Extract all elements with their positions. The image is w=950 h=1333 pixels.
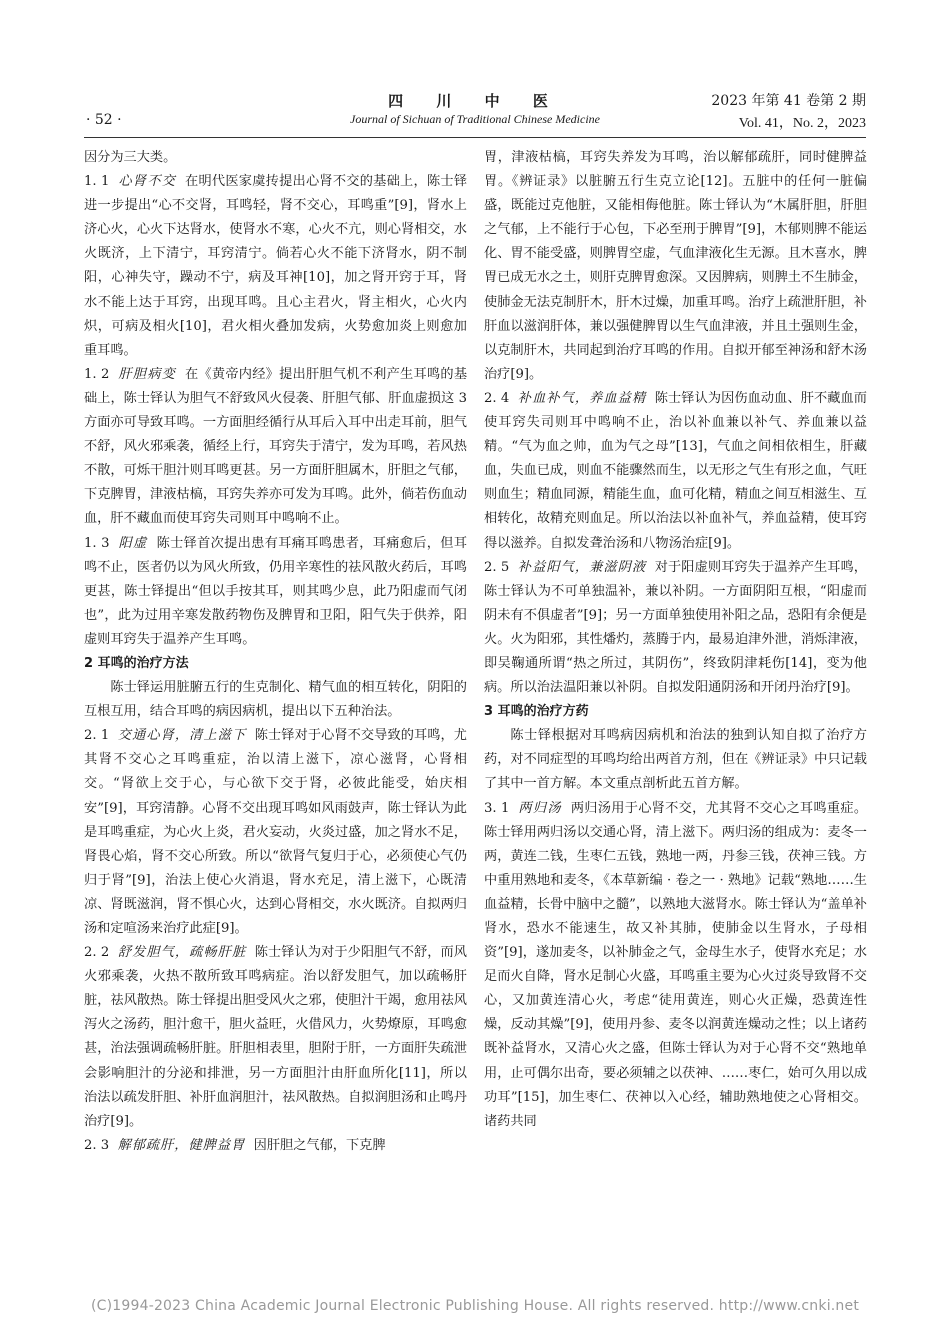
section-2-3	[84, 1134, 467, 1158]
section-title: 解郁疏肝，健脾益胃	[117, 1137, 246, 1153]
section-1-3	[84, 532, 467, 652]
heading-3: 3 耳鸣的治疗方药	[484, 704, 589, 720]
section-3-1	[484, 797, 867, 1134]
section-number: 2. 4	[484, 390, 510, 406]
section-2-1	[84, 724, 467, 941]
section-body: 陈士铎首次提出患有耳痛耳鸣患者，耳痛愈后，但耳鸣不止，医者仍以为风火所致，仍用辛寒性的祛风散火药后，耳鸣更甚，陈士铎提出“但以手按其耳，则其鸣少息，此乃阳虚而气闭也”，此为过用辛寒发散药物伤及脾胃和卫阳，阳气失于供养，阳虚则耳窍失于温养产生耳鸣。	[84, 535, 467, 647]
section-1-1	[84, 170, 467, 363]
section-1-2	[84, 363, 467, 532]
heading-2: 2 耳鸣的治疗方法	[84, 655, 189, 671]
left-column	[84, 146, 467, 1266]
section-title: 肝胆病变	[118, 366, 177, 382]
section-number: 3. 1	[484, 800, 510, 816]
issue-info: 2023 年第 41 卷第 2 期	[711, 93, 866, 109]
section-title: 两归汤	[518, 800, 562, 816]
section-2-5	[484, 556, 867, 701]
section-title: 阳虚	[118, 535, 148, 551]
section-number: 2. 3	[84, 1137, 110, 1153]
page-number: · 52 ·	[86, 112, 122, 128]
section-number: 2. 5	[484, 559, 510, 575]
header-rule	[84, 137, 866, 138]
section-number: 1. 2	[84, 366, 110, 382]
section-title: 交通心肾，清上滋下	[117, 728, 247, 744]
volume-info: Vol. 41，No. 2，2023	[738, 116, 866, 131]
section-number: 2. 2	[84, 945, 110, 961]
section-body: 陈士铎认为因伤血动血、肝不藏血而使耳窍失司则耳中鸣响不止，治以补血兼以补气、养血兼以益精。“气为血之帅，血为气之母”[13]，气血之间相依相生，肝藏血，失血已成，则血不能骤然而生，以无形之气生有形之血，气旺则血生；精血同源，精能生血，血可化精，精血之间互相滋生、互相转化，故精充则血足。所以治法以补血补气，养血益精，使耳窍得以滋养。自拟发聋治汤和八物汤治症[9]。	[484, 390, 867, 551]
page-header	[84, 90, 866, 134]
heading-3-body: 陈士铎根据对耳鸣病因病机和治法的独到认知自拟了治疗方药，对不同症型的耳鸣均给出两首方剂，但在《辨证录》中只记载了其中一首方解。本文重点剖析此五首方解。	[484, 728, 867, 792]
intro-line: 因分为三大类。	[84, 150, 177, 165]
section-body: 因肝胆之气郁，下克脾	[253, 1137, 386, 1153]
section-title: 补益阳气，兼滋阴液	[517, 559, 647, 575]
section-body: 陈士铎对于心肾不交导致的耳鸣，尤其肾不交心之耳鸣重症，治以清上滋下，凉心滋肾，心肾相交。“肾欲上交于心，与心欲下交于肾，必彼此能受，始庆相安”[9]，耳窍清静。心肾不交出现耳鸣如风雨鼓声，陈士铎认为此是耳鸣重症，为心火上炎，君火妄动，火炎过盛，加之肾水不足，肾畏心焰，肾不交心所致。所以“欲肾气复归于心，必须使心气仍归于肾”[9]，治法上使心火消退，肾水充足，清上滋下，心既清凉、肾既滋润，肾不惧心火，达到心肾相交，水火既济。自拟两归汤和定喧汤来治疗此症[9]。	[84, 728, 467, 936]
section-title: 舒发胆气，疏畅肝脏	[117, 945, 247, 961]
journal-title-en: Journal of Sichuan of Traditional Chinese Medicine	[350, 112, 600, 126]
section-title: 补血补气，养血益精	[517, 390, 647, 406]
section-body: 在明代医家虞抟提出心肾不交的基础上，陈士铎进一步提出“心不交肾，耳鸣轻，肾不交心，耳鸣重”[9]，肾水上济心火，心火下达肾水，使肾水不寒，心火不亢，则心肾相交，水火既济，上下清宁，耳窍清宁。倘若心火不能下济肾水，阴不制阳，心神失守，躁动不宁，病及耳神[10]，加之肾开窍于耳，肾水不能上达于耳窍，出现耳鸣。且心主君火，肾主相火，心火内炽，可病及相火[10]，君火相火叠加发病，火势愈加炎上则愈加重耳鸣。	[84, 174, 467, 358]
heading-2-body: 陈士铎运用脏腑五行的生克制化、精气血的相互转化，阴阳的互根互用，结合耳鸣的病因病机，提出以下五种治法。	[84, 680, 467, 720]
section-body: 对于阳虚则耳窍失于温养产生耳鸣，陈士铎认为不可单独温补，兼以补阴。一方面阴阳互根，“阳虚而阴未有不俱虚者”[9]；另一方面单独使用补阳之品，恐阳有余便是火。火为阳邪，其性燔灼，蒸腾于内，最易迫津外泄，消烁津液，即吴鞠通所谓“热之所过，其阴伤”，终致阴津耗伤[14]，变为他病。所以治法温阳兼以补阴。自拟发阳通阴汤和开闭丹治疗[9]。	[484, 559, 867, 696]
section-2-2	[84, 941, 467, 1134]
continuation: 胃，津液枯槁，耳窍失养发为耳鸣，治以解郁疏肝，同时健脾益胃。《辨证录》以脏腑五行生克立论[12]。五脏中的任何一脏偏盛，既能过克他脏，又能相侮他脏。陈士铎认为“木属肝胆，肝胆之气郁，上不能行于心包，下必至刑于脾胃”[9]，木郁则脾不能运化、胃不能受盛，则脾胃空虚，气血津液化生无源。且木喜水，脾胃已成无水之土，则肝克脾胃愈深。又因脾病，则脾土不生肺金，使肺金无法克制肝木，肝木过燥，加重耳鸣。治疗上疏泄肝胆，补肝血以滋润肝体，兼以强健脾胃以生气血津液，并且土强则生金，以克制肝木，共同起到治疗耳鸣的作用。自拟开郁至神汤和舒木汤治疗[9]。	[484, 150, 867, 382]
copyright-footer: (C)1994-2023 China Academic Journal Electronic Publishing House. All rights reserved. http://www.cnki.net	[90, 1298, 860, 1314]
journal-title-cn: 四 川 中 医	[388, 92, 562, 110]
section-number: 1. 1	[84, 174, 110, 190]
right-column	[484, 146, 867, 1266]
section-body: 在《黄帝内经》提出肝胆气机不利产生耳鸣的基础上，陈士铎认为胆气不舒致风火侵袭、肝胆气郁、肝血虚损这 3 方面亦可导致耳鸣。一方面胆经循行从耳后入耳中出走耳前，胆气不舒，风火邪乘袭，循经上行，耳窍失于清宁，发为耳鸣，若风热不散，可烁干胆汁则耳鸣更甚。另一方面肝胆属木，肝胆之气郁，下克脾胃，津液枯槁，耳窍失养亦可发为耳鸣。此外，倘若伤血动血，肝不藏血而使耳窍失司则耳中鸣响不止。	[84, 366, 467, 527]
section-body: 陈士铎认为对于少阳胆气不舒，而风火邪乘袭，火热不散所致耳鸣病症。治以舒发胆气，加以疏畅肝脏，祛风散热。陈士铎提出胆受风火之邪，使胆汁干竭，愈用祛风泻火之汤药，胆汁愈干，胆火益旺，火借风力，火势燎原，耳鸣愈甚，治法强调疏畅肝脏。肝胆相表里，胆附于肝，一方面肝失疏泄会影响胆汁的分泌和排泄，另一方面胆汁由肝血所化[11]，所以治法以疏发肝胆、补肝血润胆汁，祛风散热。自拟润胆汤和止鸣丹治疗[9]。	[84, 945, 467, 1129]
section-number: 2. 1	[84, 728, 110, 744]
section-2-4	[484, 387, 867, 556]
section-title: 心肾不交	[118, 174, 177, 190]
section-number: 1. 3	[84, 535, 110, 551]
section-body: 两归汤用于心肾不交，尤其肾不交心之耳鸣重症。陈士铎用两归汤以交通心肾，清上滋下。两归汤的组成为：麦冬一两，黄连二钱，生枣仁五钱，熟地一两，丹参三钱，茯神三钱。方中重用熟地和麦冬，《本草新编 · 卷之一 · 熟地》记载“熟地……生血益精，长骨中脑中之髓”，以熟地大滋肾水。陈士铎认为“盖单补肾水，恐水不能速生，故又补其肺，使肺金以生肾水，子母相资”[9]，遂加麦冬，以补肺金之气，金母生水子，使肾水充足；水足而火自降，肾水足制心火盛，耳鸣重主要为心火过炎导致肾不交心，又加黄连清心火，考虑“徒用黄连，则心火正燥，恐黄连性燥，反动其燥”[9]，使用丹参、麦冬以润黄连燥动之性；以上诸药既补益肾水，又清心火之盛，但陈士铎认为对于心肾不交“熟地单用，止可偶尔出奇，要必须辅之以茯神、……枣仁，始可久用以成功耳”[15]，加生枣仁、茯神以入心经，辅助熟地使之心肾相交。诸药共同	[484, 800, 867, 1129]
